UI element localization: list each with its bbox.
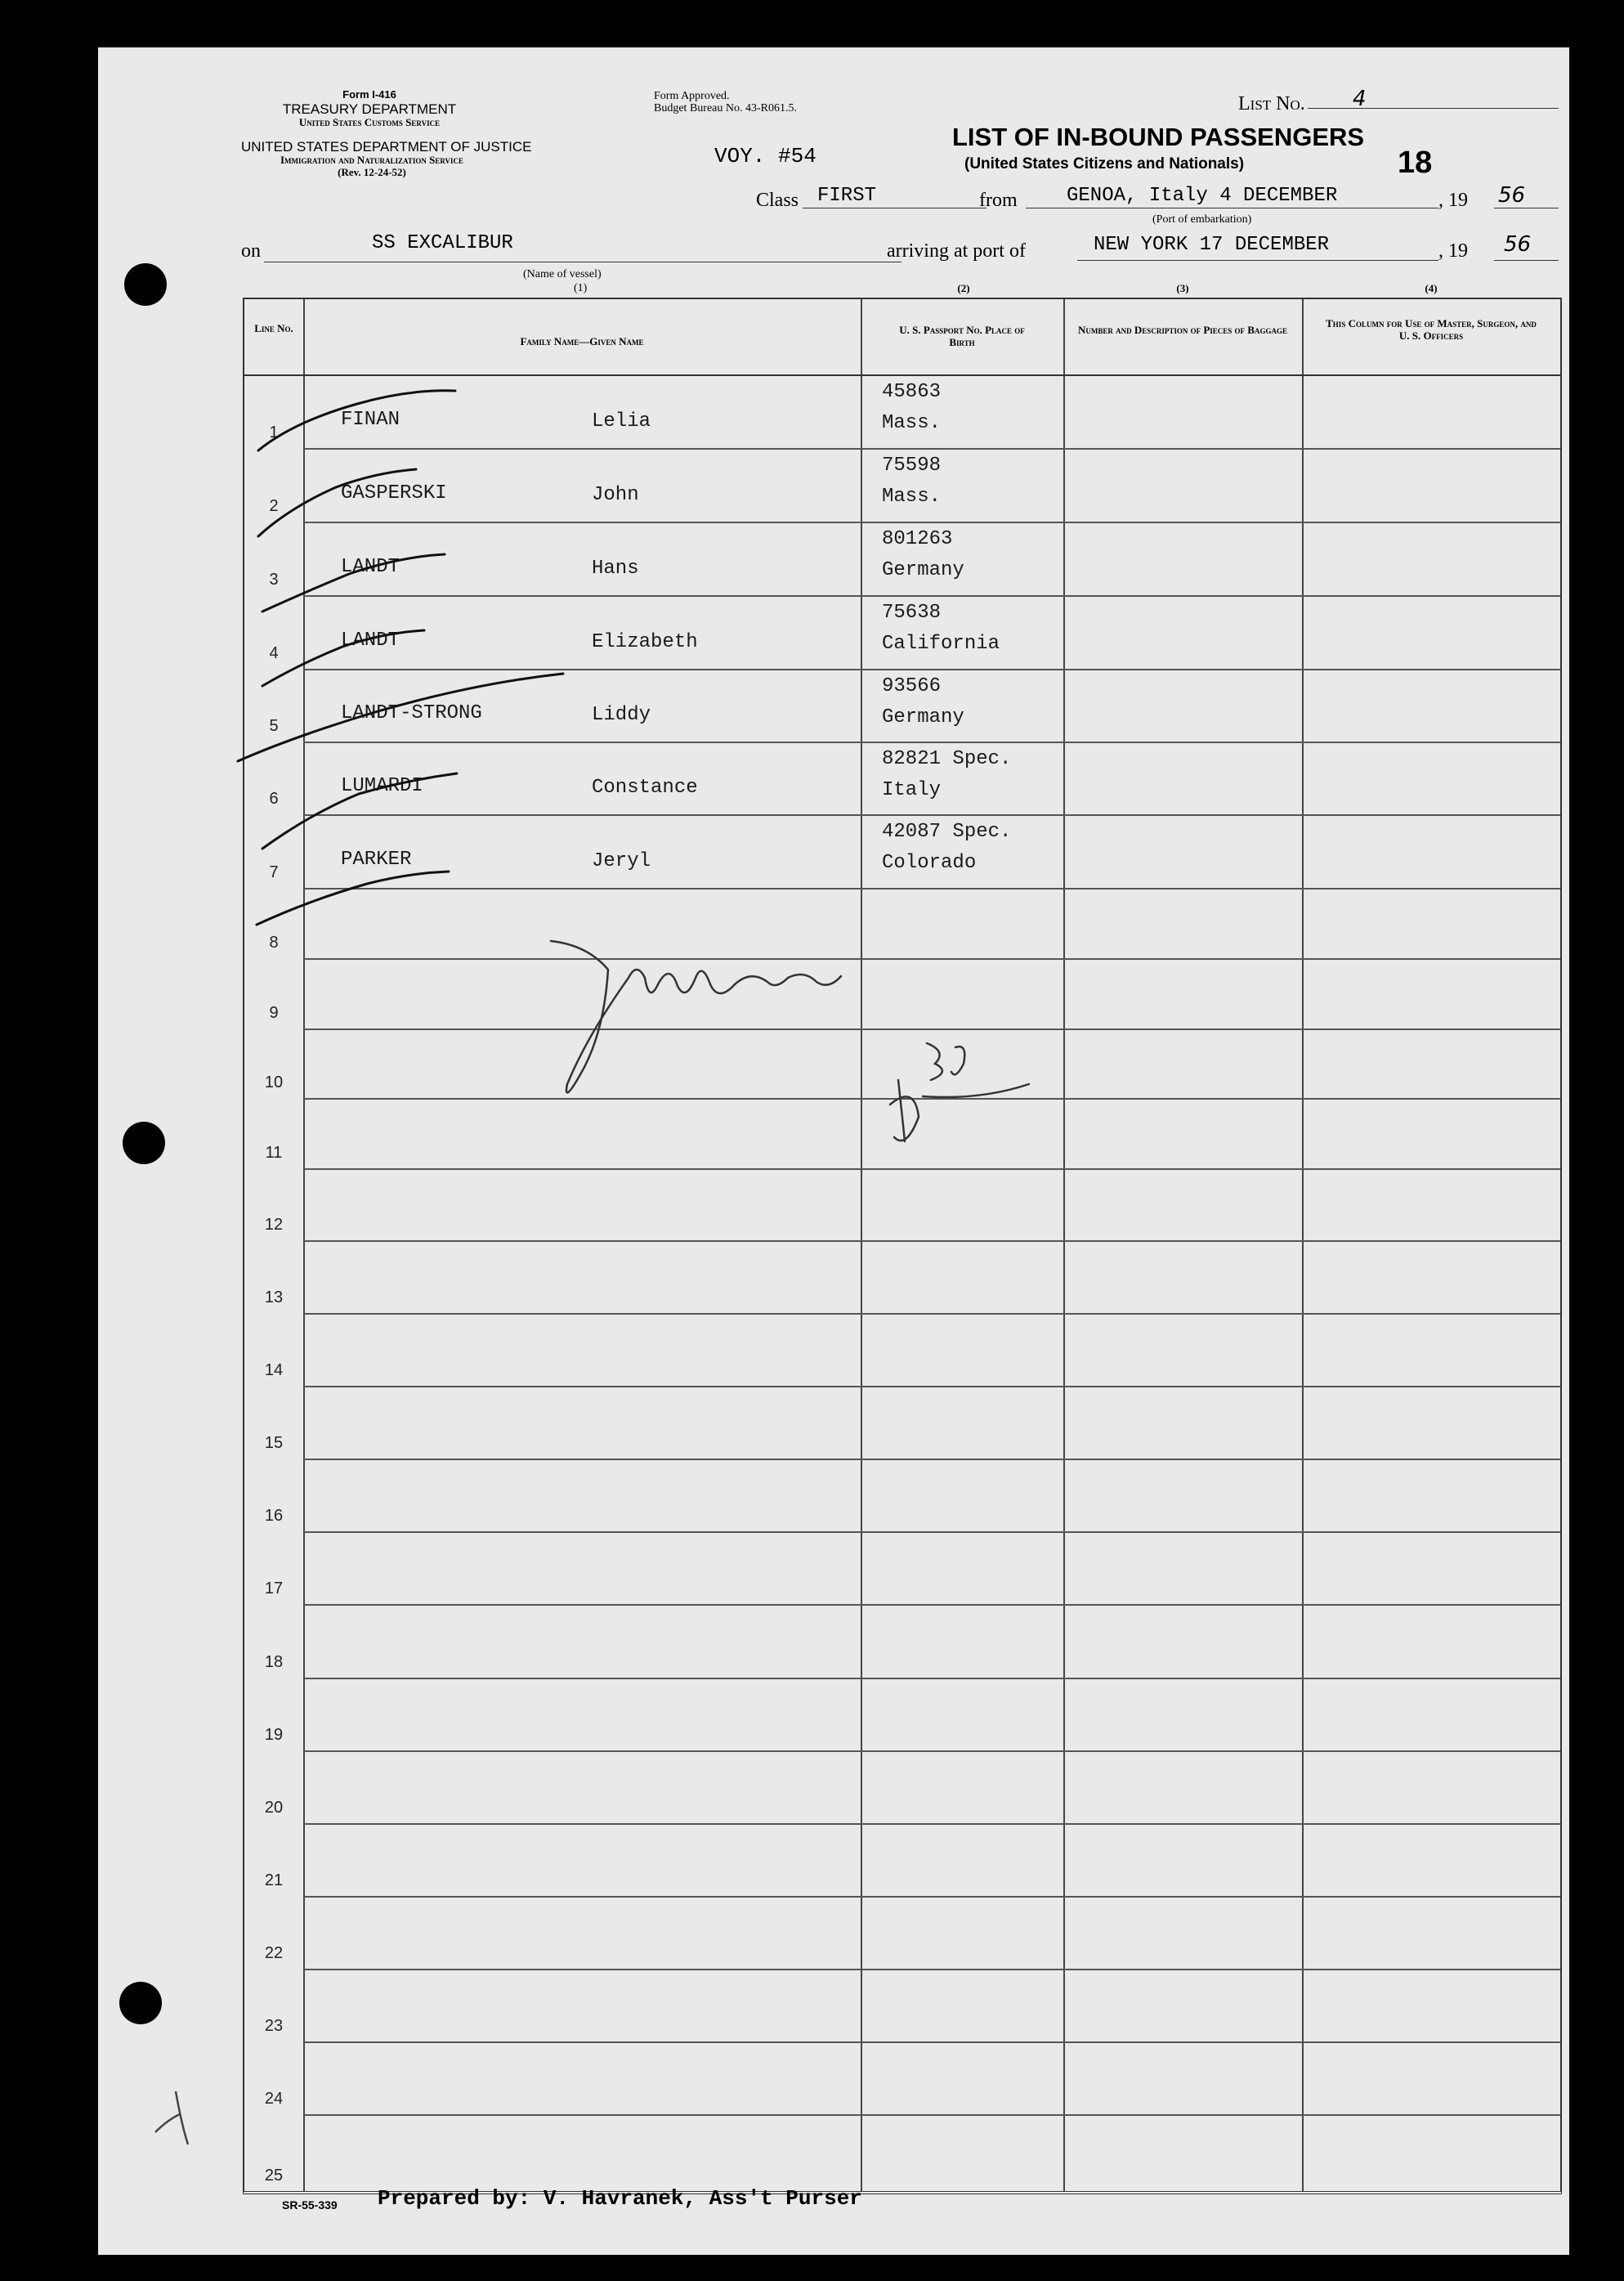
embarkation-port: GENOA, Italy 4 DECEMBER xyxy=(1067,185,1338,207)
given-name: Jeryl xyxy=(592,850,651,872)
line-number: 6 xyxy=(269,790,279,808)
customs-label: United States Customs Service xyxy=(298,116,441,128)
column-header-line: Line No. xyxy=(254,322,293,334)
passenger-table xyxy=(243,282,1562,2194)
page-subtitle: (United States Citizens and Nationals) xyxy=(964,155,1245,173)
arrival-port: NEW YORK 17 DECEMBER xyxy=(1094,234,1330,256)
line-number: 17 xyxy=(264,1580,284,1598)
ins-label: Immigration and Naturalization Service xyxy=(280,154,464,166)
form-approved: Form Approved. xyxy=(654,90,730,102)
treasury-label: TREASURY DEPARTMENT xyxy=(282,101,457,117)
line-number: 12 xyxy=(264,1216,284,1234)
arrive-year-prefix: , 19 xyxy=(1438,240,1468,262)
line-number: 3 xyxy=(269,571,279,589)
line-number: 5 xyxy=(269,717,279,735)
family-name: FINAN xyxy=(341,409,400,431)
passport-number: 82821 Spec. xyxy=(882,748,1012,770)
vessel-caption: (Name of vessel) xyxy=(523,268,602,280)
check-mark-7 xyxy=(257,872,449,925)
passport-number: 75598 xyxy=(882,455,942,477)
passport-number: 93566 xyxy=(882,675,942,697)
margin-mark xyxy=(131,2075,229,2173)
on-label: on xyxy=(241,240,261,262)
column-header-baggage: Number and Description of Pieces of Baggage xyxy=(1078,324,1287,336)
class-label: Class xyxy=(756,190,799,211)
line-number: 10 xyxy=(264,1073,284,1091)
embarkation-caption: (Port of embarkation) xyxy=(1152,213,1252,226)
place-of-birth: Colorado xyxy=(882,852,977,874)
place-of-birth: Mass. xyxy=(882,412,942,434)
passport-number: 42087 Spec. xyxy=(882,821,1012,843)
budget-bureau: Budget Bureau No. 43-R061.5. xyxy=(654,102,797,114)
family-name: LANDT xyxy=(341,630,400,652)
family-name: LANDT-STRONG xyxy=(341,702,482,724)
family-name: LANDT xyxy=(341,556,400,578)
line-number: 18 xyxy=(264,1653,284,1671)
line-number: 8 xyxy=(269,934,279,952)
punch-hole xyxy=(119,1982,162,2024)
sheet-number: 18 xyxy=(1398,146,1433,180)
given-name: Constance xyxy=(592,777,698,799)
family-name: PARKER xyxy=(341,849,412,871)
arrive-year: 56 xyxy=(1504,232,1532,257)
time-nine xyxy=(890,1080,919,1141)
from-year-prefix: , 19 xyxy=(1438,190,1468,211)
column-number-2: (2) xyxy=(957,282,970,294)
column-number-3: (3) xyxy=(1176,282,1189,294)
arrive-year-line xyxy=(1494,260,1559,261)
line-number: 19 xyxy=(264,1726,284,1744)
check-mark-4 xyxy=(262,630,424,686)
passport-number: 45863 xyxy=(882,381,942,403)
revision-label: (Rev. 12-24-52) xyxy=(338,166,406,178)
column-header-passport: U. S. Passport No. Place of Birth xyxy=(899,324,1025,348)
family-name: LUMARDI xyxy=(341,775,423,797)
punch-hole xyxy=(123,1122,165,1164)
arriving-label: arriving at port of xyxy=(887,240,1026,262)
from-year: 56 xyxy=(1498,183,1526,208)
class-value: FIRST xyxy=(817,185,877,207)
line-number: 11 xyxy=(265,1144,283,1162)
form-page xyxy=(98,47,1569,2255)
prepared-by: Prepared by: V. Havranek, Ass't Purser xyxy=(378,2186,862,2211)
passport-number: 801263 xyxy=(882,528,953,550)
given-name: John xyxy=(592,484,639,506)
given-name: Liddy xyxy=(592,704,651,726)
check-marks xyxy=(238,391,563,925)
line-number: 1 xyxy=(269,423,279,441)
line-number: 15 xyxy=(264,1434,284,1452)
line-number: 20 xyxy=(264,1799,284,1817)
line-number: 23 xyxy=(264,2017,284,2035)
time-thirty xyxy=(927,1043,964,1080)
check-mark-6 xyxy=(262,773,457,849)
line-number: 7 xyxy=(269,863,279,881)
vessel-name: SS EXCALIBUR xyxy=(372,232,513,254)
column-header-officers: This Column for Use of Master, Surgeon, and U. S. Officers xyxy=(1326,317,1537,342)
given-name: Hans xyxy=(592,558,639,580)
line-number: 16 xyxy=(264,1507,284,1525)
handwriting-layer xyxy=(244,299,1560,2191)
check-mark-3 xyxy=(262,554,445,612)
place-of-birth: California xyxy=(882,633,1000,655)
line-number: 4 xyxy=(269,644,279,662)
from-label: from xyxy=(979,190,1018,211)
place-of-birth: Germany xyxy=(882,559,964,581)
family-name: GASPERSKI xyxy=(341,482,447,504)
line-number: 13 xyxy=(264,1288,284,1306)
line-number: 25 xyxy=(264,2167,284,2185)
line-number: 24 xyxy=(264,2090,284,2108)
list-number-line xyxy=(1308,108,1559,109)
line-number: 14 xyxy=(264,1361,284,1379)
given-name: Lelia xyxy=(592,410,651,432)
place-of-birth: Italy xyxy=(882,779,942,801)
signature-scribble xyxy=(551,941,1029,1141)
check-mark-1 xyxy=(258,391,455,450)
line-number: 9 xyxy=(269,1004,279,1022)
line-number: 21 xyxy=(264,1871,284,1889)
line-number: 2 xyxy=(269,497,279,515)
given-name: Elizabeth xyxy=(592,631,698,653)
place-of-birth: Mass. xyxy=(882,486,942,508)
form-number: Form I-416 xyxy=(342,88,396,101)
page-title: LIST OF IN-BOUND PASSENGERS xyxy=(952,123,1365,151)
punch-hole xyxy=(124,263,167,306)
place-of-birth: Germany xyxy=(882,706,964,728)
check-mark-5 xyxy=(238,674,563,761)
vessel-column-number: (1) xyxy=(574,282,588,294)
list-number-value: 4 xyxy=(1353,87,1367,111)
form-code: SR-55-339 xyxy=(282,2198,338,2212)
check-mark-2 xyxy=(258,469,416,536)
justice-label: UNITED STATES DEPARTMENT OF JUSTICE xyxy=(241,139,532,155)
arrival-line xyxy=(1077,260,1438,261)
column-number-4: (4) xyxy=(1425,282,1438,294)
line-number: 22 xyxy=(264,1944,284,1962)
voyage-number: VOY. #54 xyxy=(714,144,816,168)
column-header-name: Family Name—Given Name xyxy=(520,335,644,347)
passport-number: 75638 xyxy=(882,602,942,624)
list-number-label: List No. xyxy=(1238,93,1305,114)
